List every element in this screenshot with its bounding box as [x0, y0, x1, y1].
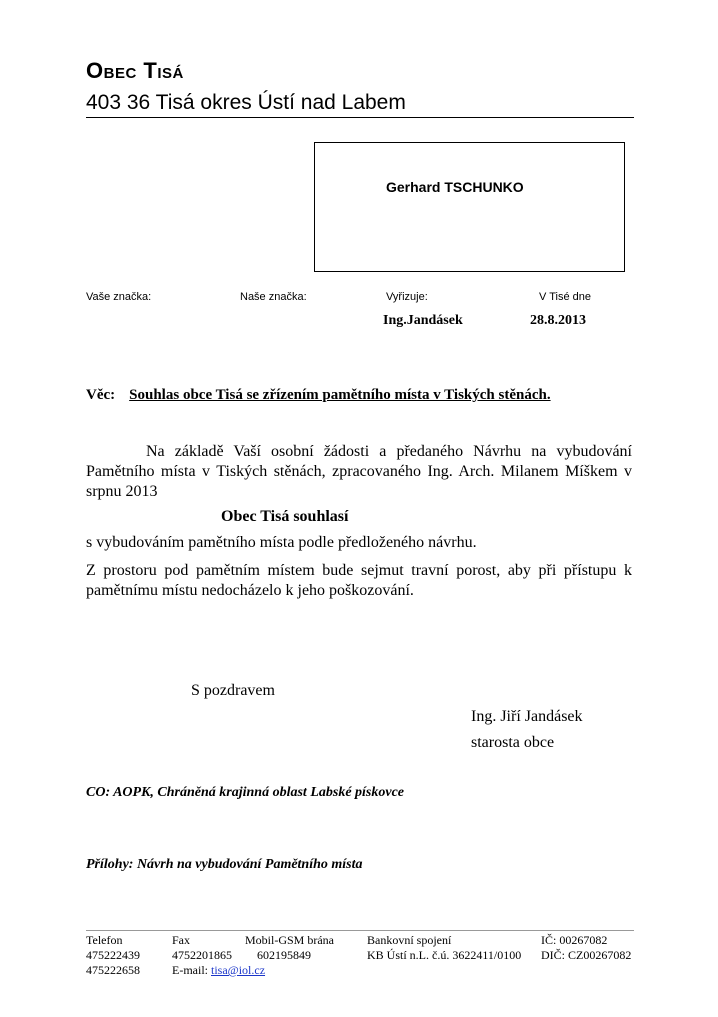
- signer-name: Ing. Jiří Jandásek: [471, 708, 583, 725]
- footer-dic: DIČ: CZ00267082: [541, 948, 632, 962]
- closing-greeting: S pozdravem: [191, 682, 275, 699]
- organization-name: Obec Tisá: [86, 58, 184, 83]
- handled-by-label: Vyřizuje:: [386, 291, 428, 303]
- footer-bank-label: Bankovní spojení: [367, 933, 452, 947]
- footer-phone-label: Telefon: [86, 933, 123, 947]
- footer-gsm-value: 602195849: [257, 948, 311, 962]
- subject-line: [86, 387, 551, 404]
- footer-phone-1: 475222439: [86, 948, 140, 962]
- footer-phone-2: 475222658: [86, 963, 140, 977]
- recipient-name: Gerhard TSCHUNKO: [386, 179, 524, 195]
- body-paragraph-3: Z prostoru pod pamětním místem bude sejmut travní porost, aby při přístupu k pamětnímu místu nedocházelo k jeho poškozování.: [86, 562, 632, 599]
- header-divider: [86, 117, 634, 118]
- signer-title: starosta obce: [471, 734, 555, 751]
- consent-statement: Obec Tisá souhlasí: [221, 508, 349, 525]
- footer-divider: [86, 930, 634, 931]
- recipient-address-box: [314, 142, 625, 272]
- footer-email: [172, 963, 265, 978]
- subject-text: Souhlas obce Tisá se zřízením pamětního místa v Tiských stěnách.: [129, 387, 551, 403]
- body-paragraph-1: Na základě Vaší osobní žádosti a předaného Návrhu na vybudování Pamětního místa v Tiských stěnách, zpracovaného Ing. Arch. Milanem Míškem v srpnu 2013: [86, 443, 632, 500]
- footer-gsm-label: Mobil-GSM brána: [245, 933, 334, 947]
- handled-by-value: Ing.Jandásek: [383, 313, 463, 328]
- attachments: Přílohy: Návrh na vybudování Pamětního místa: [86, 857, 363, 872]
- your-reference-label: Vaše značka:: [86, 291, 152, 303]
- body-line-2: s vybudováním pamětního místa podle předloženého návrhu.: [86, 534, 477, 551]
- footer-email-link[interactable]: tisa@iol.cz: [211, 963, 266, 977]
- date-value: 28.8.2013: [530, 313, 586, 328]
- carbon-copy: CO: AOPK, Chráněná krajinná oblast Labské pískovce: [86, 785, 405, 800]
- footer-email-label: E-mail:: [172, 963, 208, 977]
- footer-fax-label: Fax: [172, 933, 190, 947]
- our-reference-label: Naše značka:: [240, 291, 307, 303]
- footer-bank-value: KB Ústí n.L. č.ú. 3622411/0100: [367, 948, 522, 962]
- date-label: V Tisé dne: [539, 291, 591, 303]
- footer-fax-value: 4752201865: [172, 948, 232, 962]
- organization-address: 403 36 Tisá okres Ústí nad Labem: [86, 91, 406, 114]
- footer-ic: IČ: 00267082: [541, 933, 608, 947]
- subject-label: Věc:: [86, 387, 116, 403]
